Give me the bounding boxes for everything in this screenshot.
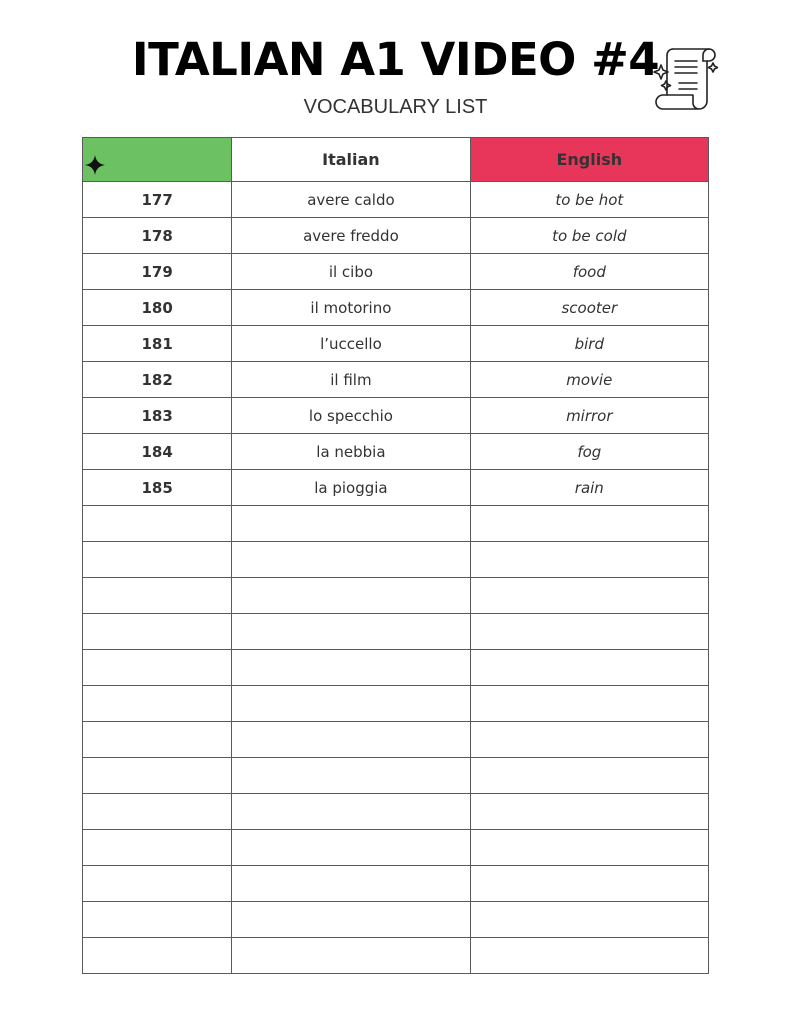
row-number-cell (83, 650, 232, 686)
italian-word-cell: avere freddo (232, 218, 470, 254)
english-word-cell (470, 902, 708, 938)
english-word-cell: movie (470, 362, 708, 398)
english-word-cell (470, 866, 708, 902)
english-word-cell: mirror (470, 398, 708, 434)
italian-word-cell (232, 902, 470, 938)
table-row (83, 650, 709, 686)
table-row (83, 542, 709, 578)
row-number-cell: 177 (83, 182, 232, 218)
header-number-cell (83, 138, 232, 182)
sparkle-star-icon (85, 155, 105, 175)
table-row (83, 830, 709, 866)
italian-word-cell (232, 866, 470, 902)
italian-word-cell (232, 830, 470, 866)
italian-word-cell (232, 614, 470, 650)
english-word-cell: to be hot (470, 182, 708, 218)
row-number-cell (83, 794, 232, 830)
italian-word-cell (232, 578, 470, 614)
english-word-cell (470, 830, 708, 866)
table-row (83, 578, 709, 614)
scroll-icon (653, 43, 719, 115)
row-number-cell: 180 (83, 290, 232, 326)
table-row (83, 614, 709, 650)
row-number-cell: 178 (83, 218, 232, 254)
english-word-cell (470, 722, 708, 758)
italian-word-cell: il cibo (232, 254, 470, 290)
italian-word-cell: lo specchio (232, 398, 470, 434)
table-row (83, 506, 709, 542)
italian-word-cell: il film (232, 362, 470, 398)
row-number-cell (83, 758, 232, 794)
english-word-cell (470, 614, 708, 650)
header-english-cell: English (470, 138, 708, 182)
row-number-cell (83, 578, 232, 614)
italian-word-cell (232, 758, 470, 794)
english-word-cell (470, 506, 708, 542)
table-row (83, 938, 709, 974)
italian-word-cell (232, 506, 470, 542)
header-italian-cell: Italian (232, 138, 470, 182)
table-row (83, 722, 709, 758)
english-word-cell: food (470, 254, 708, 290)
row-number-cell (83, 542, 232, 578)
italian-word-cell (232, 794, 470, 830)
row-number-cell: 181 (83, 326, 232, 362)
row-number-cell (83, 506, 232, 542)
row-number-cell (83, 866, 232, 902)
italian-word-cell (232, 650, 470, 686)
italian-word-cell: il motorino (232, 290, 470, 326)
italian-word-cell (232, 938, 470, 974)
english-word-cell: to be cold (470, 218, 708, 254)
table-row (83, 326, 709, 362)
table-row (83, 902, 709, 938)
table-row (83, 218, 709, 254)
english-word-cell (470, 794, 708, 830)
row-number-cell (83, 830, 232, 866)
italian-word-cell (232, 686, 470, 722)
row-number-cell: 183 (83, 398, 232, 434)
page-title: ITALIAN A1 VIDEO #4 (131, 33, 660, 86)
english-word-cell (470, 578, 708, 614)
english-word-cell: rain (470, 470, 708, 506)
table-row (83, 182, 709, 218)
italian-word-cell: avere caldo (232, 182, 470, 218)
english-word-cell (470, 542, 708, 578)
row-number-cell (83, 686, 232, 722)
italian-word-cell: l’uccello (232, 326, 470, 362)
row-number-cell: 182 (83, 362, 232, 398)
english-word-cell (470, 758, 708, 794)
english-word-cell (470, 938, 708, 974)
table-row (83, 398, 709, 434)
italian-word-cell: la pioggia (232, 470, 470, 506)
row-number-cell (83, 722, 232, 758)
english-word-cell (470, 686, 708, 722)
table-row (83, 758, 709, 794)
table-row (83, 470, 709, 506)
table-row (83, 290, 709, 326)
english-word-cell: fog (470, 434, 708, 470)
table-row (83, 866, 709, 902)
vocabulary-table (82, 137, 709, 974)
page-subtitle: VOCABULARY LIST (303, 96, 488, 118)
english-word-cell: bird (470, 326, 708, 362)
row-number-cell (83, 938, 232, 974)
english-word-cell (470, 650, 708, 686)
table-row (83, 794, 709, 830)
italian-word-cell (232, 542, 470, 578)
row-number-cell: 185 (83, 470, 232, 506)
table-row (83, 362, 709, 398)
row-number-cell: 179 (83, 254, 232, 290)
row-number-cell (83, 902, 232, 938)
row-number-cell: 184 (83, 434, 232, 470)
row-number-cell (83, 614, 232, 650)
table-row (83, 434, 709, 470)
italian-word-cell (232, 722, 470, 758)
italian-word-cell: la nebbia (232, 434, 470, 470)
table-row (83, 686, 709, 722)
table-header-row (83, 138, 709, 182)
table-row (83, 254, 709, 290)
english-word-cell: scooter (470, 290, 708, 326)
